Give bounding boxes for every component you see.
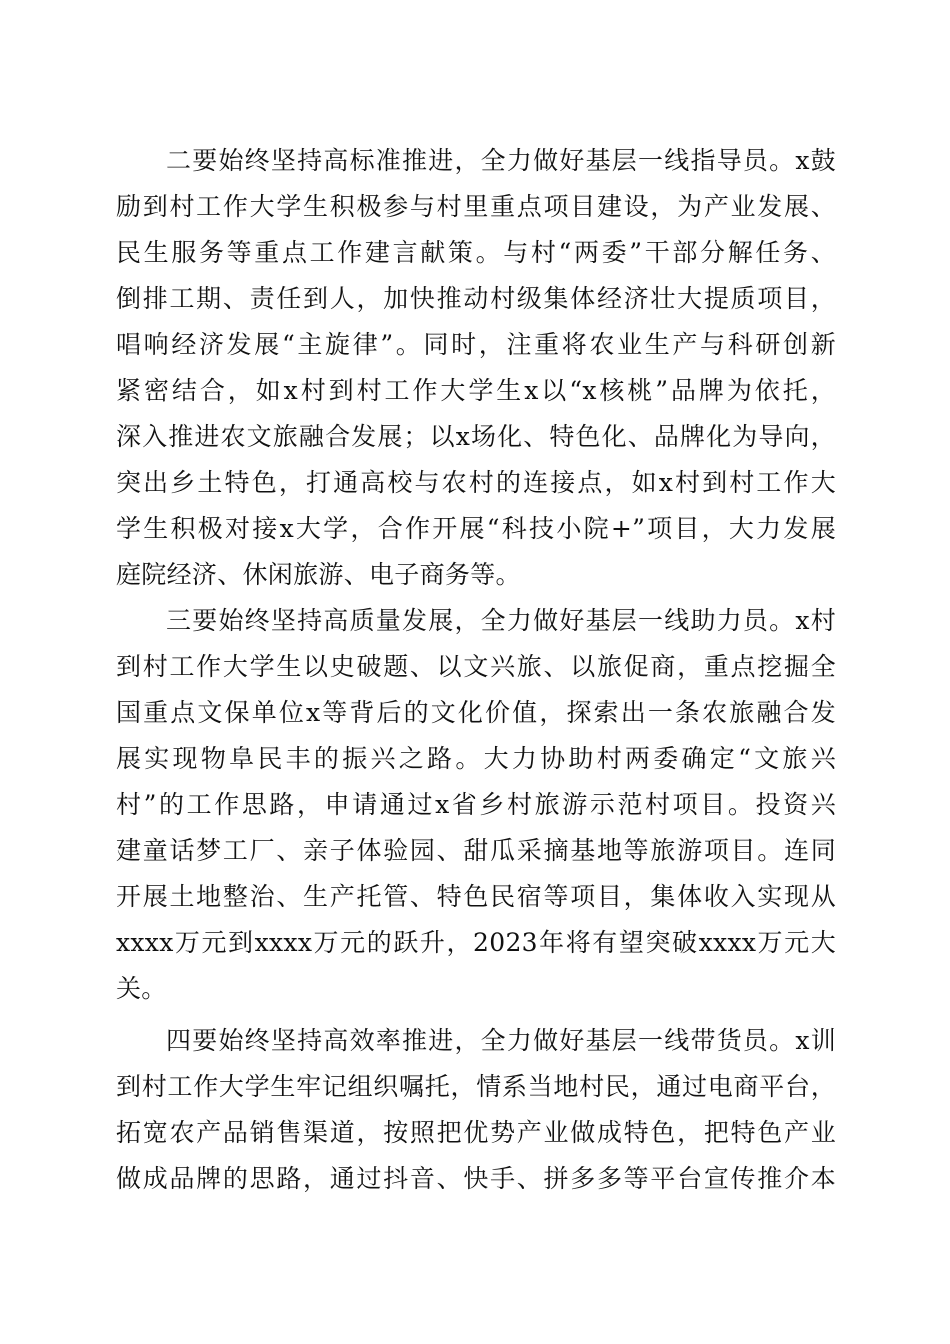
text-line: 紧密结合，如x村到村工作大学生x以“x核桃”品牌为依托， [116, 376, 836, 405]
text-line: 四要始终坚持高效率推进，全力做好基层一线带货员。x训 [166, 1026, 836, 1055]
text-line: 倒排工期、责任到人，加快推动村级集体经济壮大提质项目， [116, 284, 836, 313]
text-line: 关。 [116, 974, 167, 1003]
text-line: 展实现物阜民丰的振兴之路。大力协助村两委确定“文旅兴 [116, 744, 836, 773]
text-line: 国重点文保单位x等背后的文化价值，探索出一条农旅融合发 [116, 698, 836, 727]
text-line: 庭院经济、休闲旅游、电子商务等。 [116, 560, 521, 589]
text-line: 三要始终坚持高质量发展，全力做好基层一线助力员。x村 [166, 606, 836, 635]
text-line: 励到村工作大学生积极参与村里重点项目建设，为产业发展、 [116, 192, 836, 221]
text-line: 突出乡土特色，打通高校与农村的连接点，如x村到村工作大 [116, 468, 836, 497]
text-line: 到村工作大学生牢记组织嘱托，情系当地村民，通过电商平台， [116, 1072, 836, 1101]
text-line: xxxx万元到xxxx万元的跃升，2023年将有望突破xxxx万元大 [116, 928, 836, 957]
text-line: 学生积极对接x大学，合作开展“科技小院+”项目，大力发展 [116, 514, 836, 543]
document-body [116, 138, 836, 1202]
text-line: 建童话梦工厂、亲子体验园、甜瓜采摘基地等旅游项目。连同 [116, 836, 836, 865]
text-line: 到村工作大学生以史破题、以文兴旅、以旅促商，重点挖掘全 [116, 652, 836, 681]
text-line: 唱响经济发展“主旋律”。同时，注重将农业生产与科研创新 [116, 330, 836, 359]
text-line: 开展土地整治、生产托管、特色民宿等项目，集体收入实现从 [116, 882, 836, 911]
text-line: 深入推进农文旅融合发展；以x场化、特色化、品牌化为导向， [116, 422, 836, 451]
text-line: 民生服务等重点工作建言献策。与村“两委”干部分解任务、 [116, 238, 836, 267]
text-line: 拓宽农产品销售渠道，按照把优势产业做成特色，把特色产业 [116, 1118, 836, 1147]
text-line: 村”的工作思路，申请通过x省乡村旅游示范村项目。投资兴 [116, 790, 836, 819]
paragraph-seller [116, 1018, 836, 1202]
paragraph-guide [116, 138, 836, 598]
text-line: 做成品牌的思路，通过抖音、快手、拼多多等平台宣传推介本 [116, 1164, 836, 1193]
paragraph-helper [116, 598, 836, 1012]
text-line: 二要始终坚持高标准推进，全力做好基层一线指导员。x鼓 [166, 146, 836, 175]
